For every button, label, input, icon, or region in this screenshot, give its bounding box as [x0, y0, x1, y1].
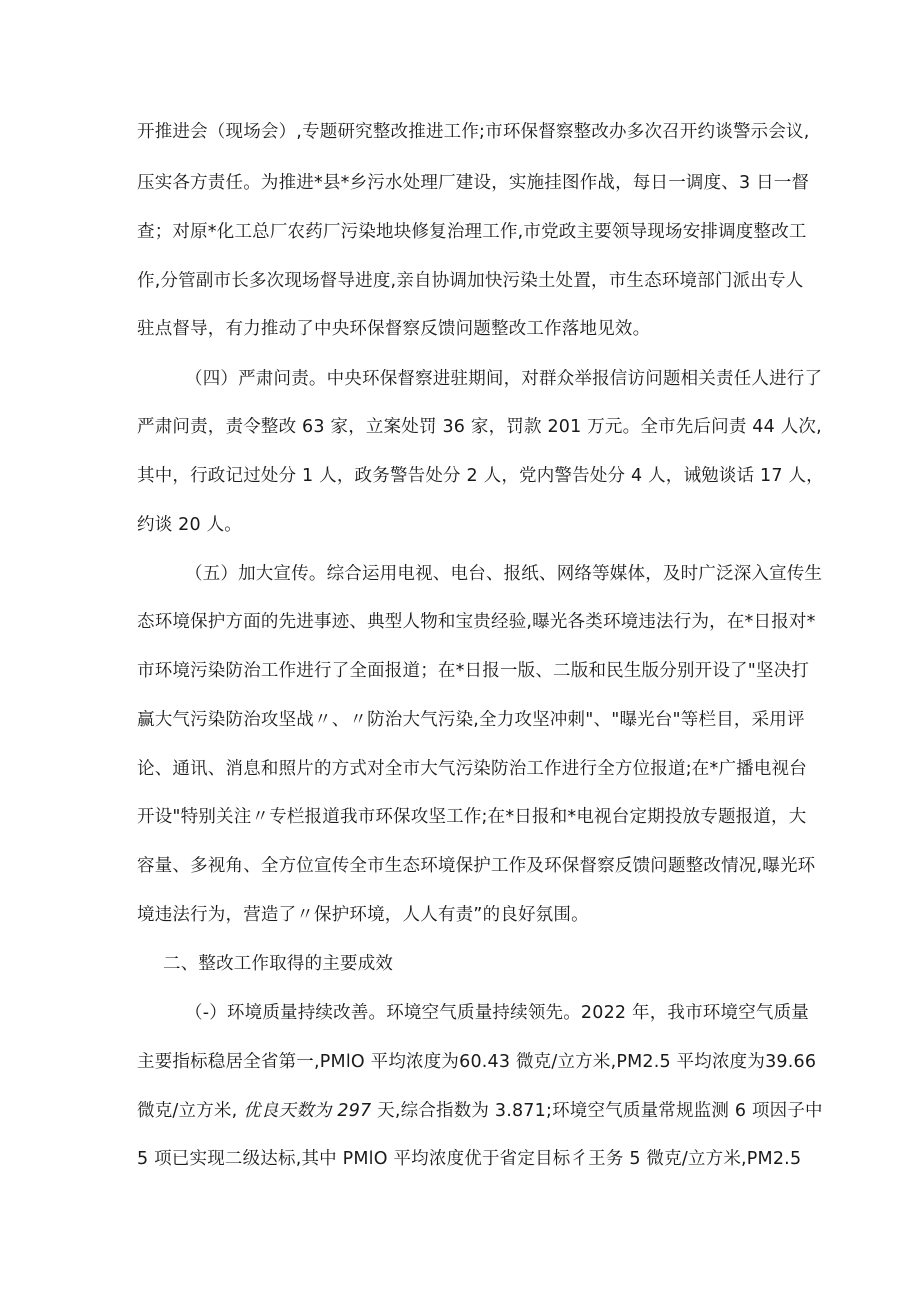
paragraph-text: 天,综合指数为 3.871;环境空气质量常规监测 6 项因子中 — [377, 1101, 823, 1121]
paragraph-line: （五）加大宣传。综合运用电视、电台、报纸、网络等媒体，及时广泛深入宣传生 — [185, 564, 823, 584]
paragraph-line: 约谈 20 人。 — [137, 515, 242, 535]
paragraph-line: 容量、多视角、全方位宣传全市生态环境保护工作及环保督察反馈问题整改情况,曝光环 — [137, 856, 816, 876]
paragraph-line: 查；对原*化工总厂农药厂污染地块修复治理工作,市党政主要领导现场安排调度整改工 — [137, 222, 807, 242]
paragraph-line: 压实各方责任。为推进*县*乡污水处理厂建设，实施挂图作战，每日一调度、3 日一督 — [137, 173, 810, 193]
paragraph-line — [137, 1100, 823, 1122]
paragraph-line: 论、通讯、消息和照片的方式对全市大气污染防治工作进行全方位报道;在*广播电视台 — [137, 759, 807, 779]
paragraph-line: 开推进会（现场会）,专题研究整改推进工作;市环保督察整改办多次召开约谈警示会议, — [137, 122, 810, 142]
paragraph-line: 境违法行为，营造了〃保护环境，人人有责”的良好氛围。 — [137, 905, 589, 925]
paragraph-line: 其中，行政记过处分 1 人，政务警告处分 2 人，党内警告处分 4 人，诫勉谈话 17 人， — [137, 466, 824, 486]
section-heading: 二、整改工作取得的主要成效 — [163, 954, 394, 974]
paragraph-line: （四）严肃问责。中央环保督察进驻期间，对群众举报信访问题相关责任人进行了 — [185, 369, 823, 389]
paragraph-line: 驻点督导，有力推动了中央环保督察反馈问题整改工作落地见效。 — [137, 319, 651, 339]
italic-text: 优良天数为 297 — [237, 1101, 378, 1121]
paragraph-line: 开设"特别关注〃专栏报道我市环保攻坚工作;在*日报和*电视台定期投放专题报道，大 — [137, 807, 807, 827]
paragraph-line: 5 项已实现二级达标,其中 PMlO 平均浓度优于省定目标彳王务 5 微克/立方米,PM2.5 — [137, 1149, 802, 1169]
paragraph-line: 市环境污染防治工作进行了全面报道；在*日报一版、二版和民生版分别开设了"坚决打 — [137, 661, 810, 681]
paragraph-line: 主要指标稳居全省第一,PMlO 平均浓度为60.43 微克/立方米,PM2.5 平均浓度为39.66 — [137, 1052, 817, 1072]
paragraph-text: 微克/立方米, — [137, 1101, 238, 1121]
paragraph-line: 态环境保护方面的先进事迹、典型人物和宝贵经验,曝光各类环境违法行为，在*日报对* — [137, 612, 816, 632]
paragraph-line: 赢大气污染防治攻坚战〃、〃防治大气污染,全力攻坚冲刺"、"曝光台"等栏目，采用评 — [137, 710, 805, 730]
paragraph-line: 严肃问责，责令整改 63 家，立案处罚 36 家，罚款 201 万元。全市先后问责 44 人次, — [137, 417, 822, 437]
paragraph-line: 作,分管副市长多次现场督导进度,亲自协调加快污染土处置，市生态环境部门派出专人 — [137, 271, 804, 291]
paragraph-line: （-）环境质量持续改善。环境空气质量持续领先。2022 年，我市环境空气质量 — [185, 1003, 810, 1023]
